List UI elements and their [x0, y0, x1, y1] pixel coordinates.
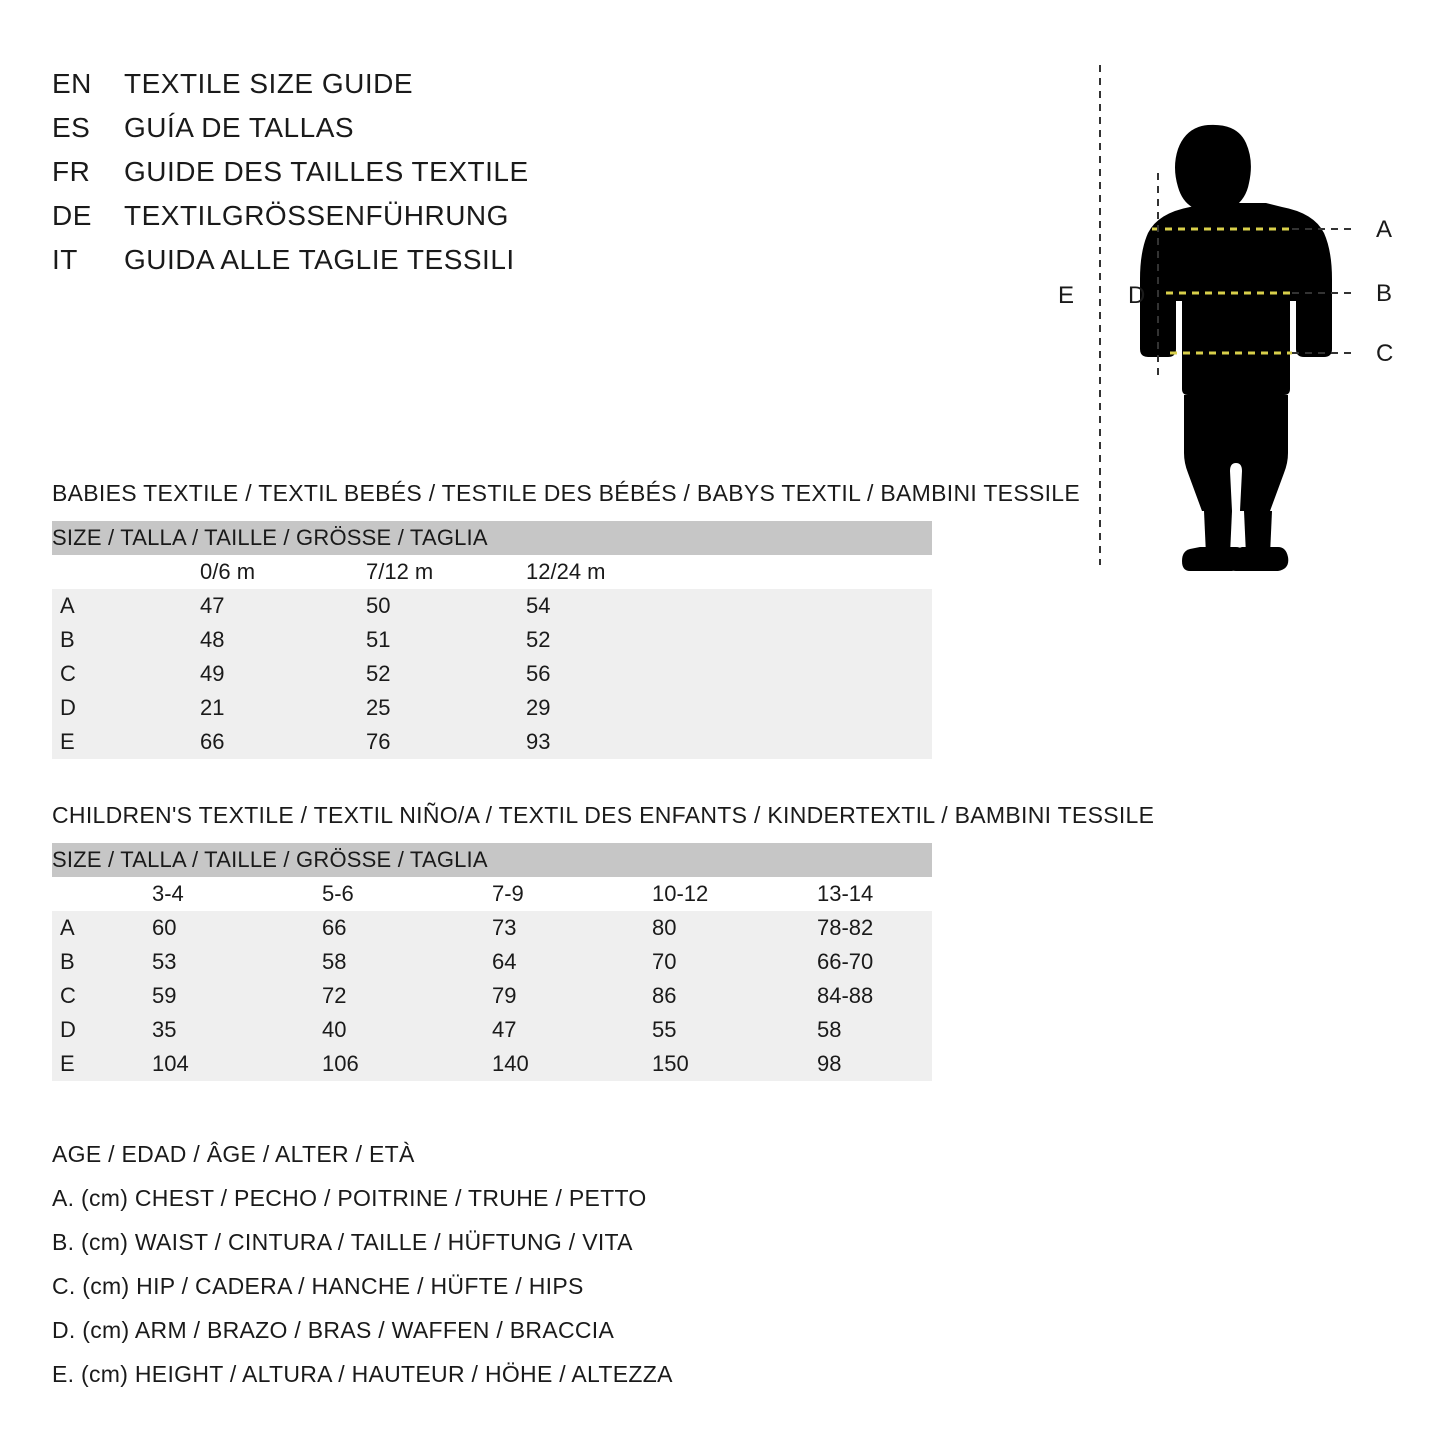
babies-section: [52, 480, 1081, 759]
row-label: A: [52, 589, 114, 623]
language-row: [52, 156, 692, 200]
cell-value: 66: [322, 911, 492, 945]
children-column-0: 3-4: [152, 877, 322, 911]
row-label: D: [52, 1013, 152, 1047]
cell-value: 35: [152, 1013, 322, 1047]
cell-value: 47: [492, 1013, 652, 1047]
table-column-row: [52, 877, 932, 911]
table-row: [52, 623, 932, 657]
cell-value: 93: [474, 725, 634, 759]
cell-value: 70: [652, 945, 817, 979]
cell-value: 78-82: [817, 911, 932, 945]
babies-column-0: 0/6 m: [114, 555, 314, 589]
table-row: [52, 725, 932, 759]
table-row: [52, 945, 932, 979]
language-title: TEXTILGRÖSSENFÜHRUNG: [124, 200, 509, 231]
language-code: FR: [52, 156, 91, 187]
language-code: ES: [52, 112, 91, 143]
legend-line: C. (cm) HIP / CADERA / HANCHE / HÜFTE / HIPS: [52, 1273, 584, 1299]
figure-label-c: C: [1376, 340, 1394, 367]
figure-label-a: A: [1376, 216, 1393, 243]
cell-value: 40: [322, 1013, 492, 1047]
language-title: GUIDE DES TAILLES TEXTILE: [124, 156, 529, 187]
figure-label-d: D: [1128, 282, 1146, 309]
table-row: [52, 657, 932, 691]
language-row: [52, 244, 692, 288]
row-label: D: [52, 691, 114, 725]
cell-value: 106: [322, 1047, 492, 1081]
children-column-1: 5-6: [322, 877, 492, 911]
cell-value: 47: [114, 589, 314, 623]
children-column-3: 10-12: [652, 877, 817, 911]
table-row: [52, 1047, 932, 1081]
babies-section-title: BABIES TEXTILE / TEXTIL BEBÉS / TESTILE DES BÉBÉS / BABYS TEXTIL / BAMBINI TESSILE: [52, 480, 1081, 506]
table-row: [52, 1013, 932, 1047]
row-label: C: [52, 979, 152, 1013]
cell-value: 25: [314, 691, 474, 725]
children-size-table: [52, 843, 932, 1081]
children-column-2: 7-9: [492, 877, 652, 911]
children-table-header: SIZE / TALLA / TAILLE / GRÖSSE / TAGLIA: [52, 843, 932, 877]
cell-value: 21: [114, 691, 314, 725]
cell-value: 76: [314, 725, 474, 759]
language-title: TEXTILE SIZE GUIDE: [124, 68, 414, 99]
row-label: E: [52, 725, 114, 759]
language-title: GUIDA ALLE TAGLIE TESSILI: [124, 244, 515, 275]
row-label: A: [52, 911, 152, 945]
children-column-4: 13-14: [817, 877, 932, 911]
cell-value: 29: [474, 691, 634, 725]
table-column-row: [52, 555, 932, 589]
child-silhouette-icon: [1140, 125, 1332, 571]
cell-value: 66: [114, 725, 314, 759]
row-label: B: [52, 623, 114, 657]
cell-value: 54: [474, 589, 634, 623]
cell-value: 49: [114, 657, 314, 691]
cell-value: 72: [322, 979, 492, 1013]
cell-value: 51: [314, 623, 474, 657]
language-title-block: [52, 68, 692, 288]
legend-block: [52, 1132, 952, 1396]
cell-value: 98: [817, 1047, 932, 1081]
table-row: [52, 589, 932, 623]
cell-value: 66-70: [817, 945, 932, 979]
table-header-row: [52, 843, 932, 877]
cell-value: 64: [492, 945, 652, 979]
measurement-figure: [1040, 55, 1420, 575]
cell-value: 50: [314, 589, 474, 623]
cell-value: 79: [492, 979, 652, 1013]
children-section: [52, 802, 1155, 1081]
cell-value: 52: [314, 657, 474, 691]
babies-size-table: [52, 521, 932, 759]
babies-table-header: SIZE / TALLA / TAILLE / GRÖSSE / TAGLIA: [52, 521, 932, 555]
children-section-title: CHILDREN'S TEXTILE / TEXTIL NIÑO/A / TEXTIL DES ENFANTS / KINDERTEXTIL / BAMBINI TESSILE: [52, 802, 1155, 828]
cell-value: 84-88: [817, 979, 932, 1013]
language-row: [52, 112, 692, 156]
figure-label-e: E: [1058, 282, 1075, 309]
row-label: E: [52, 1047, 152, 1081]
cell-value: 80: [652, 911, 817, 945]
legend-line: A. (cm) CHEST / PECHO / POITRINE / TRUHE / PETTO: [52, 1185, 647, 1211]
table-row: [52, 979, 932, 1013]
legend-line: E. (cm) HEIGHT / ALTURA / HAUTEUR / HÖHE / ALTEZZA: [52, 1361, 673, 1387]
figure-label-b: B: [1376, 280, 1393, 307]
legend-line: AGE / EDAD / ÂGE / ALTER / ETÀ: [52, 1141, 415, 1167]
row-label: C: [52, 657, 114, 691]
cell-value: 58: [322, 945, 492, 979]
row-label: B: [52, 945, 152, 979]
legend-line: D. (cm) ARM / BRAZO / BRAS / WAFFEN / BRACCIA: [52, 1317, 615, 1343]
cell-value: 55: [652, 1013, 817, 1047]
legend-line: B. (cm) WAIST / CINTURA / TAILLE / HÜFTUNG / VITA: [52, 1229, 633, 1255]
language-code: DE: [52, 200, 92, 231]
language-row: [52, 200, 692, 244]
cell-value: 56: [474, 657, 634, 691]
language-row: [52, 68, 692, 112]
cell-value: 53: [152, 945, 322, 979]
cell-value: 59: [152, 979, 322, 1013]
cell-value: 58: [817, 1013, 932, 1047]
language-title: GUÍA DE TALLAS: [124, 112, 355, 143]
cell-value: 73: [492, 911, 652, 945]
babies-column-1: 7/12 m: [314, 555, 474, 589]
language-code: IT: [52, 244, 78, 275]
cell-value: 60: [152, 911, 322, 945]
cell-value: 86: [652, 979, 817, 1013]
cell-value: 150: [652, 1047, 817, 1081]
table-row: [52, 911, 932, 945]
cell-value: 140: [492, 1047, 652, 1081]
cell-value: 52: [474, 623, 634, 657]
cell-value: 48: [114, 623, 314, 657]
babies-column-2: 12/24 m: [474, 555, 634, 589]
cell-value: 104: [152, 1047, 322, 1081]
language-code: EN: [52, 68, 92, 99]
table-row: [52, 691, 932, 725]
table-header-row: [52, 521, 932, 555]
